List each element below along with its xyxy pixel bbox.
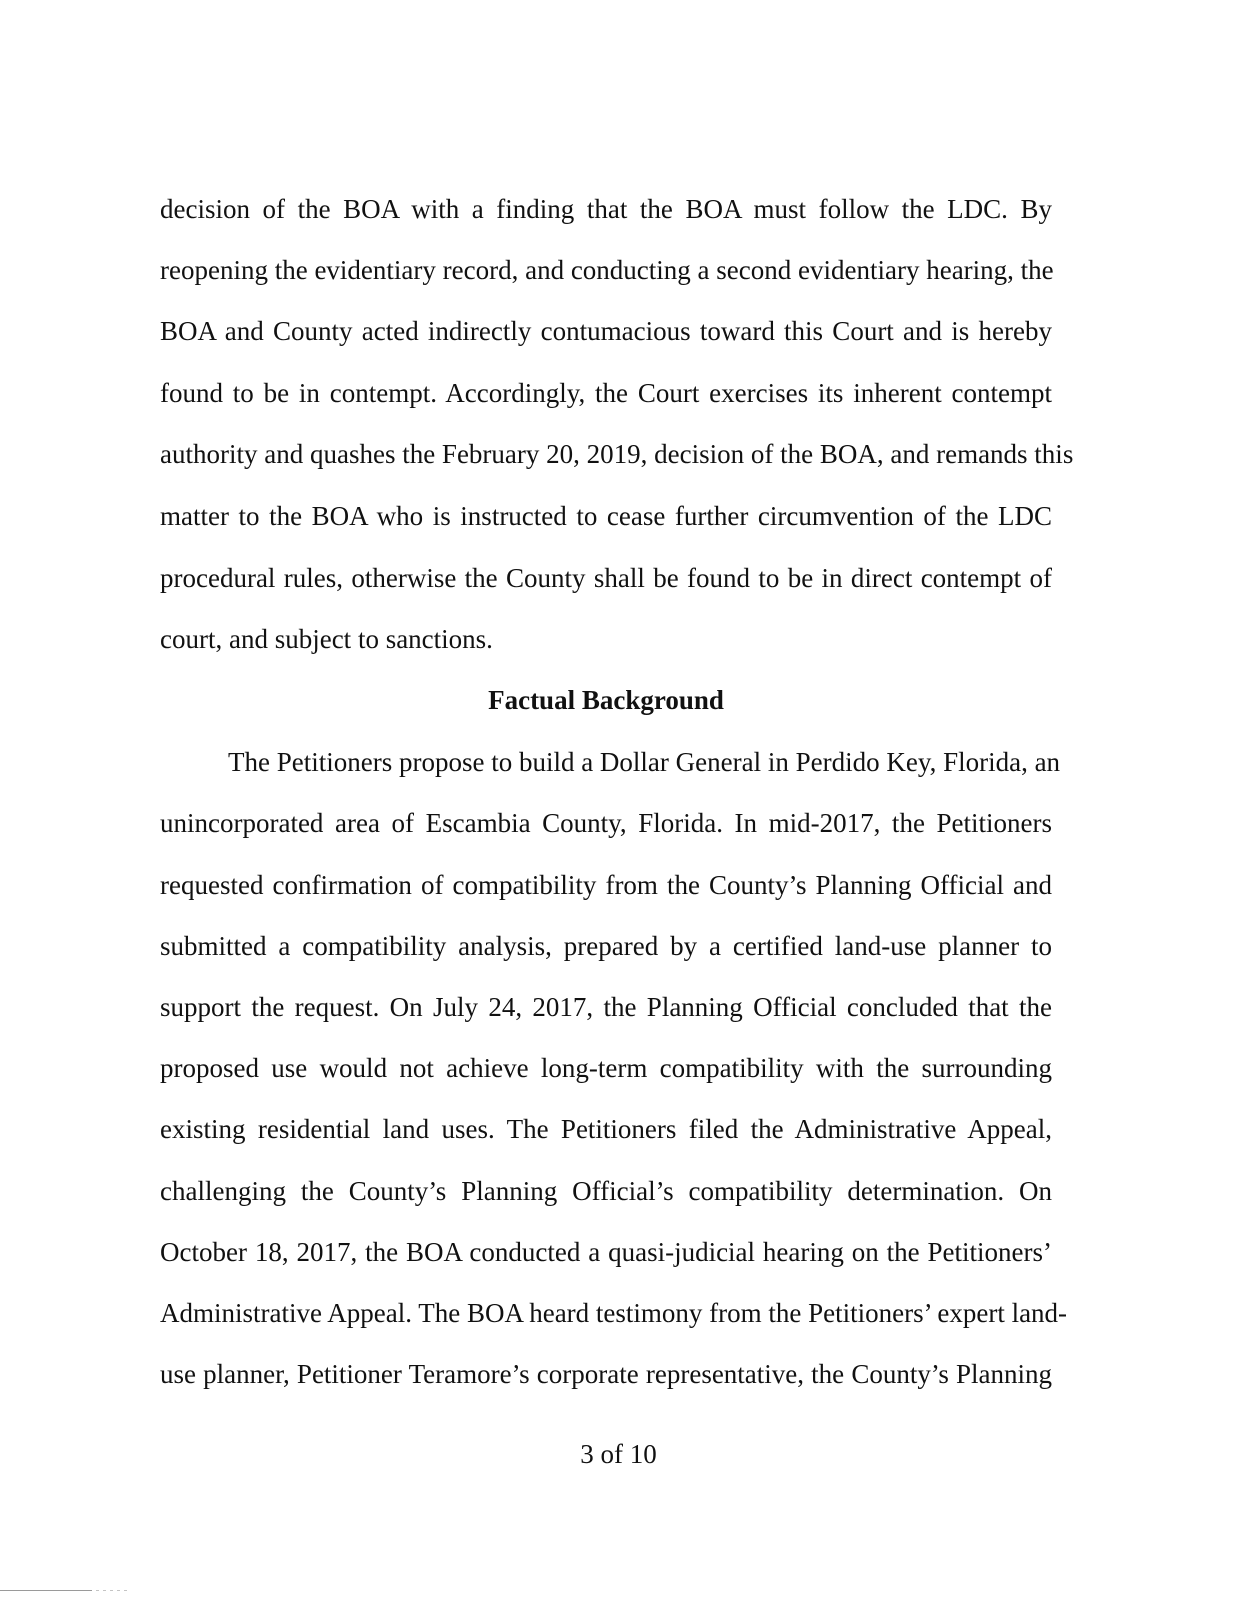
body-line: existing residential land uses. The Petitioners filed the Administrative Appeal, [160, 1114, 1052, 1144]
body-line: submitted a compatibility analysis, prepared by a certified land-use planner to [160, 931, 1052, 961]
body-line: The Petitioners propose to build a Dollar General in Perdido Key, Florida, an [228, 747, 1061, 777]
body-line: found to be in contempt. Accordingly, the Court exercises its inherent contempt [160, 378, 1052, 408]
body-line: authority and quashes the February 20, 2019, decision of the BOA, and remands this [160, 439, 1074, 469]
body-line: use planner, Petitioner Teramore’s corporate representative, the County’s Planning [160, 1359, 1052, 1389]
section-heading: Factual Background [488, 685, 724, 715]
scan-artifact-line [0, 1590, 92, 1591]
body-line: matter to the BOA who is instructed to cease further circumvention of the LDC [160, 501, 1052, 531]
body-line: court, and subject to sanctions. [160, 624, 493, 654]
body-line: requested confirmation of compatibility from the County’s Planning Official and [160, 870, 1052, 900]
body-line: decision of the BOA with a finding that the BOA must follow the LDC. By [160, 194, 1052, 224]
body-line: procedural rules, otherwise the County shall be found to be in direct contempt of [160, 563, 1052, 593]
body-line: BOA and County acted indirectly contumacious toward this Court and is hereby [160, 316, 1052, 346]
body-line: challenging the County’s Planning Official’s compatibility determination. On [160, 1176, 1052, 1206]
body-line: unincorporated area of Escambia County, Florida. In mid-2017, the Petitioners [160, 808, 1052, 838]
body-line: October 18, 2017, the BOA conducted a quasi-judicial hearing on the Petitioners’ [160, 1237, 1052, 1267]
body-line: reopening the evidentiary record, and conducting a second evidentiary hearing, the [160, 255, 1054, 285]
body-line: proposed use would not achieve long-term compatibility with the surrounding [160, 1053, 1052, 1083]
body-line: Administrative Appeal. The BOA heard testimony from the Petitioners’ expert land- [160, 1298, 1068, 1328]
page-number: 3 of 10 [580, 1439, 657, 1469]
body-line: support the request. On July 24, 2017, the Planning Official concluded that the [160, 992, 1052, 1022]
scan-artifact-dots [96, 1590, 130, 1591]
